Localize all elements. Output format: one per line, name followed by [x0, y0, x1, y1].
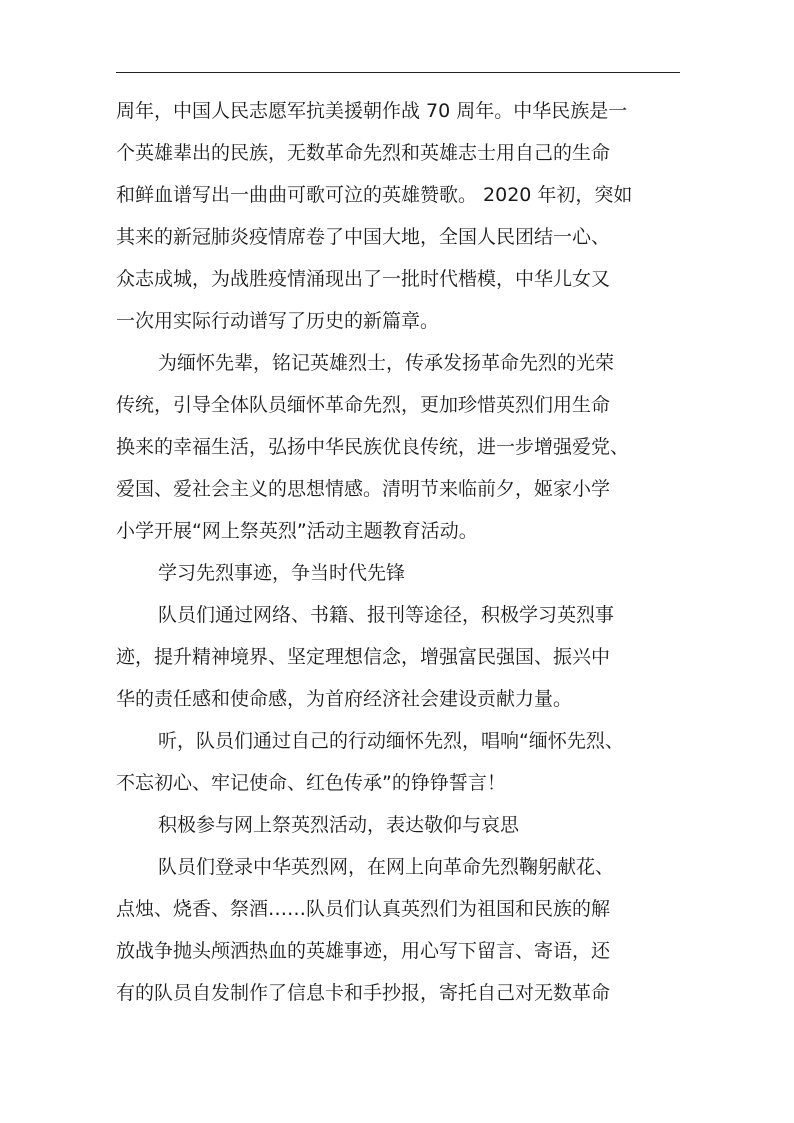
text-line: 点烛、烧香、祭酒……队员们认真英烈们为祖国和民族的解: [116, 898, 611, 920]
text-line: 众志成城，为战胜疫情涌现出了一批时代楷模，中华儿女又: [116, 268, 611, 290]
text-line: 有的队员自发制作了信息卡和手抄报，寄托自己对无数革命: [116, 982, 611, 1004]
text-line: 迹，提升精神境界、坚定理想信念，增强富民强国、振兴中: [116, 646, 611, 668]
section-heading: 积极参与网上祭英烈活动，表达敬仰与哀思: [158, 814, 520, 836]
text-line: 队员们通过网络、书籍、报刊等途径，积极学习英烈事: [158, 604, 615, 626]
text-line: 一次用实际行动谱写了历史的新篇章。: [116, 310, 440, 332]
text-line: 个英雄辈出的民族，无数革命先烈和英雄志士用自己的生命: [116, 142, 611, 164]
text-line: 华的责任感和使命感，为首府经济社会建设贡献力量。: [116, 688, 573, 710]
text-line: 放战争抛头颅洒热血的英雄事迹，用心写下留言、寄语，还: [116, 940, 611, 962]
text-line: 爱国、爱社会主义的思想情感。清明节来临前夕，姬家小学: [116, 478, 611, 500]
text-line: 不忘初心、牢记使命、红色传承”的铮铮誓言！: [116, 772, 506, 794]
text-line: 小学开展“网上祭英烈”活动主题教育活动。: [116, 520, 478, 542]
text-line: 传统，引导全体队员缅怀革命先烈，更加珍惜英烈们用生命: [116, 394, 611, 416]
text-line: 周年，中国人民志愿军抗美援朝作战 70 周年。中华民族是一: [116, 100, 628, 122]
header-rule: [116, 72, 680, 73]
document-body: [116, 90, 680, 1014]
text-line: 其来的新冠肺炎疫情席卷了中国大地，全国人民团结一心、: [116, 226, 611, 248]
text-line: 队员们登录中华英烈网，在网上向革命先烈鞠躬献花、: [158, 856, 615, 878]
text-line: 听，队员们通过自己的行动缅怀先烈，唱响“缅怀先烈、: [158, 730, 624, 752]
text-line: 为缅怀先辈，铭记英雄烈士，传承发扬革命先烈的光荣: [158, 352, 615, 374]
text-line: 换来的幸福生活，弘扬中华民族优良传统，进一步增强爱党、: [116, 436, 630, 458]
section-heading: 学习先烈事迹，争当时代先锋: [158, 562, 406, 584]
text-line: 和鲜血谱写出一曲曲可歌可泣的英雄赞歌。 2020 年初，突如: [116, 184, 633, 206]
